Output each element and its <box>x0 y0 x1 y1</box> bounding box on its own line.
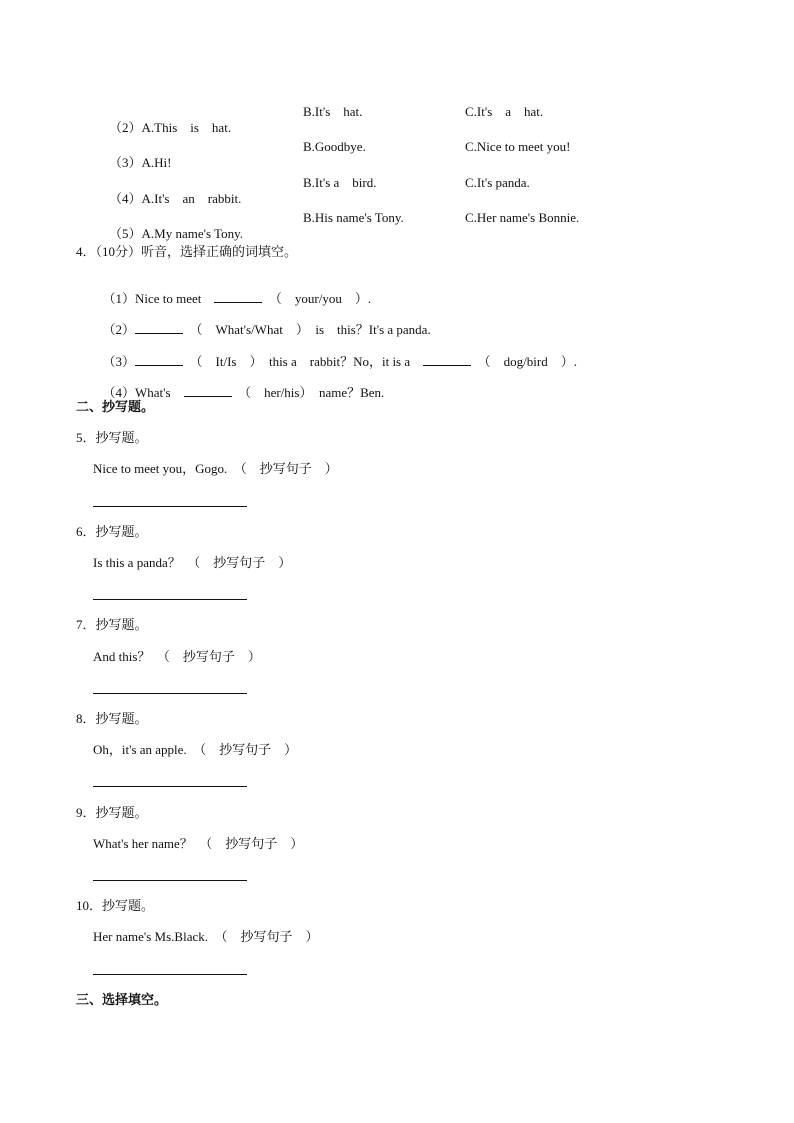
option-a: A.This is hat. <box>141 120 232 135</box>
fill-blank[interactable] <box>135 321 183 334</box>
option-b: B.Goodbye. <box>303 139 366 154</box>
answer-line[interactable] <box>93 599 247 600</box>
answer-line[interactable] <box>93 506 247 507</box>
item-number: （5） <box>109 226 142 241</box>
item-number: （2） <box>109 120 142 135</box>
option-a: A.It's an rabbit. <box>141 191 242 206</box>
option-a: A.My name's Tony. <box>141 226 243 241</box>
copy-sentence: Nice to meet you，Gogo. （ 抄写句子 ） <box>93 461 338 476</box>
q4-item-2: （2） （ What's/What ） is this？It's a panda. <box>102 322 431 337</box>
fill-blank[interactable] <box>184 384 232 397</box>
question-title: 10．抄写题。 <box>76 898 155 913</box>
q4-item-3: （3） （ It/Is ） this a rabbit？No，it is a （ dog/bird ）. <box>102 354 577 369</box>
answer-line[interactable] <box>93 693 247 694</box>
fill-blank[interactable] <box>214 290 262 303</box>
section-heading: 三、选择填空。 <box>76 992 168 1007</box>
option-b: B.His name's Tony. <box>303 210 404 225</box>
copy-sentence: Oh，it's an apple. （ 抄写句子 ） <box>93 742 298 757</box>
item-number: （3） <box>109 155 142 170</box>
section-heading: 二、抄写题。 <box>76 399 155 414</box>
answer-line[interactable] <box>93 974 247 975</box>
question-title: 7．抄写题。 <box>76 617 148 632</box>
item-number: （4） <box>109 191 142 206</box>
option-b: B.It's hat. <box>303 104 363 119</box>
question-title: 6．抄写题。 <box>76 524 148 539</box>
answer-line[interactable] <box>93 786 247 787</box>
copy-sentence: And this？ （ 抄写句子 ） <box>93 649 261 664</box>
fill-blank[interactable] <box>423 353 471 366</box>
question-title: 5．抄写题。 <box>76 430 148 445</box>
option-c: C.Nice to meet you! <box>465 139 571 154</box>
copy-sentence: Her name's Ms.Black. （ 抄写句子 ） <box>93 929 319 944</box>
option-c: C.Her name's Bonnie. <box>465 210 580 225</box>
question-title: 8．抄写题。 <box>76 711 148 726</box>
option-c: C.It's panda. <box>465 175 530 190</box>
answer-line[interactable] <box>93 880 247 881</box>
option-b: B.It's a bird. <box>303 175 377 190</box>
option-c: C.It's a hat. <box>465 104 544 119</box>
copy-sentence: What's her name？ （ 抄写句子 ） <box>93 836 304 851</box>
fill-blank[interactable] <box>135 353 183 366</box>
q4-item-4: （4）What's （ her/his） name？Ben. <box>102 385 385 400</box>
q4-item-1: （1）Nice to meet （ your/you ）. <box>102 291 372 306</box>
q4-title: 4．（10分）听音，选择正确的词填空。 <box>76 244 298 259</box>
question-title: 9．抄写题。 <box>76 805 148 820</box>
copy-sentence: Is this a panda？ （ 抄写句子 ） <box>93 555 292 570</box>
option-a: A.Hi! <box>141 155 172 170</box>
